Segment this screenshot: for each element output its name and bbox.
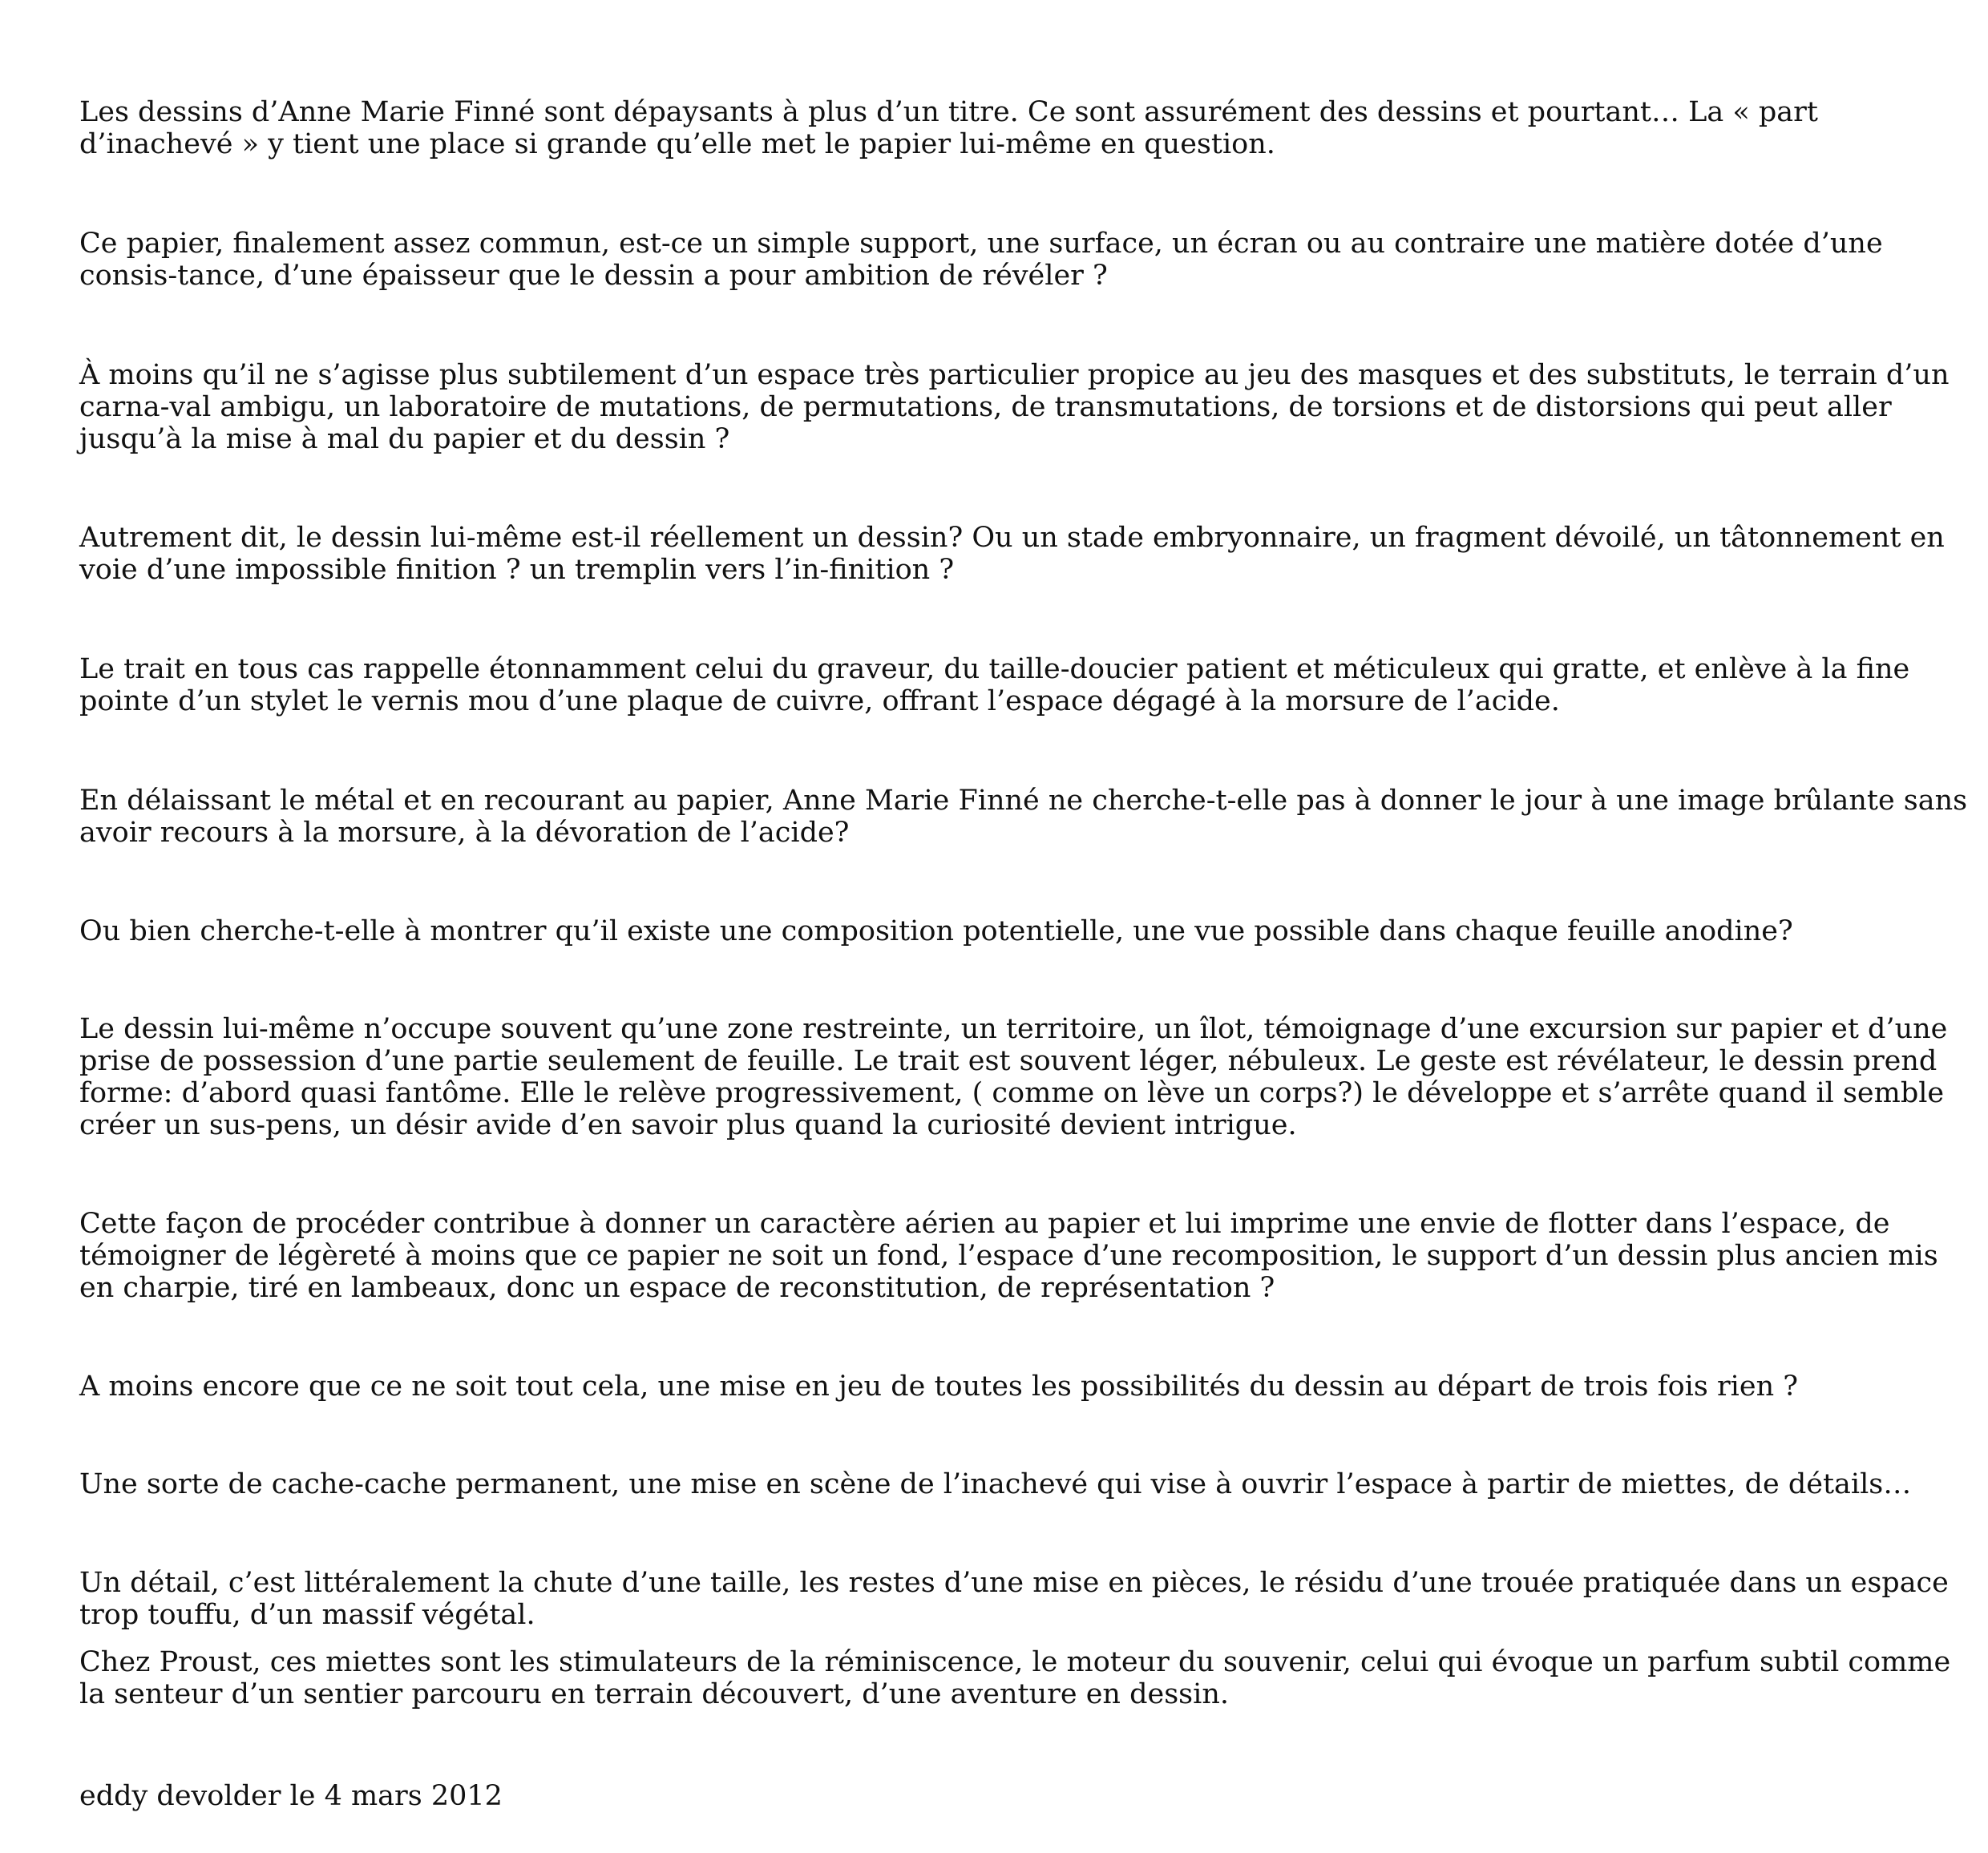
- paragraph-7: Ou bien cherche-t-elle à montrer qu’il existe une composition potentielle, une vue possible dans chaque feuille anodine?: [79, 915, 1793, 947]
- paragraph-11: Une sorte de cache-cache permanent, une mise en scène de l’inachevé qui vise à ouvrir l’espace à partir de miettes, de détails…: [79, 1468, 1912, 1500]
- paragraph-9: Cette façon de procéder contribue à donner un caractère aérien au papier et lui imprime une envie de flotter dans l’espace, de témoigner de légèreté à moins que ce papier ne soit un fond, l’espace d’une recomposition, le support d’un dessin plus ancien mis en charpie, tiré en lambeaux, donc un espace de reconstitution, de représentation ?: [79, 1208, 1938, 1304]
- paragraph-2: Ce papier, finalement assez commun, est-ce un simple support, une surface, un écran ou au contraire une matière dotée d’une consis-tance, d’une épaisseur que le dessin a pour ambition de révéler ?: [79, 228, 1883, 292]
- paragraph-4: Autrement dit, le dessin lui-même est-il réellement un dessin? Ou un stade embryonnaire, un fragment dévoilé, un tâtonnement en voie d’une impossible finition ? un tremplin vers l’in-finition ?: [79, 522, 1945, 586]
- paragraph-3: À moins qu’il ne s’agisse plus subtilement d’un espace très particulier propice au jeu des masques et des substituts, le terrain d’un carna-val ambigu, un laboratoire de mutations, de permutations, de transmutations, de torsions et de distorsions qui peut aller jusqu’à la mise à mal du papier et du dessin ?: [79, 359, 1950, 455]
- paragraph-1: Les dessins d’Anne Marie Finné sont dépaysants à plus d’un titre. Ce sont assurément des dessins et pourtant… La « part d’inachevé » y tient une place si grande qu’elle met le papier lui-même en question.: [79, 96, 1818, 160]
- paragraph-12: Un détail, c’est littéralement la chute d’une taille, les restes d’une mise en pièces, le résidu d’une trouée pratiquée dans un espace trop touffu, d’un massif végétal.: [79, 1567, 1949, 1631]
- paragraph-10: A moins encore que ce ne soit tout cela, une mise en jeu de toutes les possibilités du dessin au départ de trois fois rien ?: [79, 1371, 1799, 1403]
- signature: eddy devolder le 4 mars 2012: [79, 1780, 503, 1812]
- paragraph-5: Le trait en tous cas rappelle étonnamment celui du graveur, du taille-doucier patient et méticuleux qui gratte, et enlève à la fine pointe d’un stylet le vernis mou d’une plaque de cuivre, offrant l’espace dégagé à la morsure de l’acide.: [79, 653, 1910, 717]
- paragraph-6: En délaissant le métal et en recourant au papier, Anne Marie Finné ne cherche-t-elle pas à donner le jour à une image brûlante sans avoir recours à la morsure, à la dévoration de l’acide?: [79, 785, 1968, 849]
- paragraph-13: Chez Proust, ces miettes sont les stimulateurs de la réminiscence, le moteur du souvenir, celui qui évoque un parfum subtil comme la senteur d’un sentier parcouru en terrain découvert, d’une aventure en dessin.: [79, 1646, 1951, 1710]
- paragraph-8: Le dessin lui-même n’occupe souvent qu’une zone restreinte, un territoire, un îlot, témoignage d’une excursion sur papier et d’une prise de possession d’une partie seulement de feuille. Le trait est souvent léger, nébuleux. Le geste est révélateur, le dessin prend forme: d’abord quasi fantôme. Elle le relève progressivement, ( comme on lève un corps?) le développe et s’arrête quand il semble créer un sus-pens, un désir avide d’en savoir plus quand la curiosité devient intrigue.: [79, 1013, 1948, 1141]
